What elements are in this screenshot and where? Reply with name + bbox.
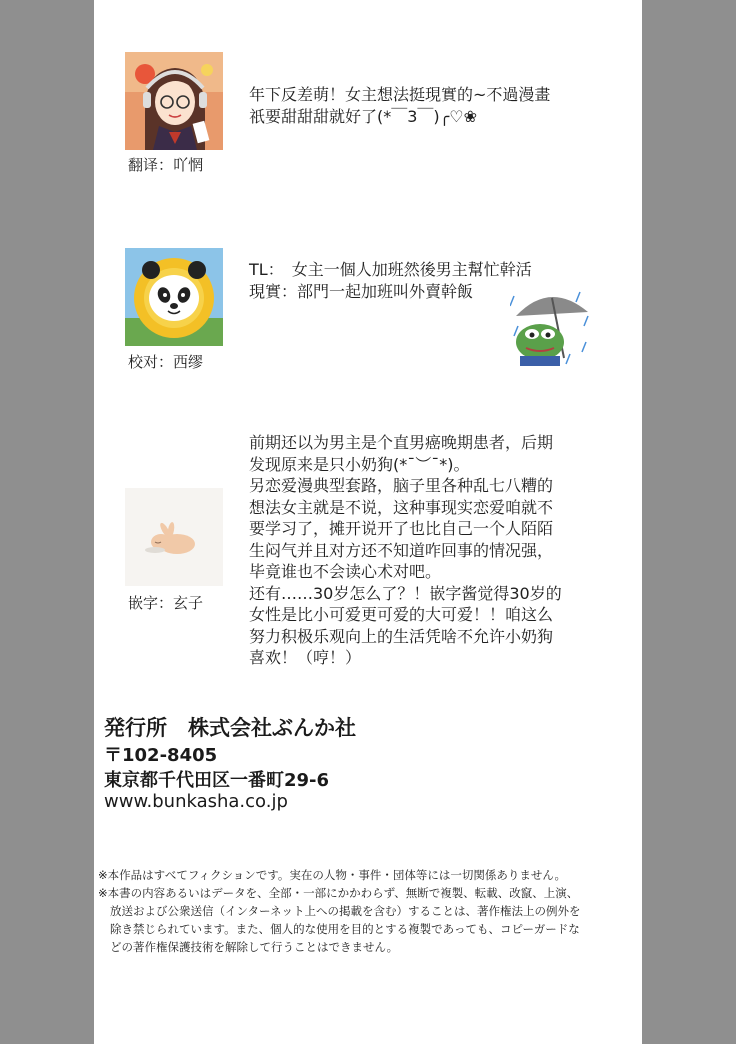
- credits-page: [94, 0, 642, 1044]
- translator-credit: 翻译：吖惘: [128, 156, 204, 174]
- publisher-postal-code: 〒102-8405: [104, 745, 218, 766]
- comment-line: 喜欢！（哼！）: [249, 648, 362, 667]
- typesetter-comment: [249, 432, 562, 669]
- sleeping-bunny-avatar: [125, 488, 223, 586]
- comment-line: TL： 女主一個人加班然後男主幫忙幹活: [249, 260, 532, 279]
- comment-line: 另恋爱漫典型套路，脑子里各种乱七八糟的: [249, 476, 554, 495]
- publisher-website-link[interactable]: www.bunkasha.co.jp: [104, 791, 288, 812]
- comment-line: 年下反差萌！女主想法挺現實的~不過漫畫: [249, 85, 551, 104]
- comment-line: 前期还以为男主是个直男癌晚期患者，后期: [249, 433, 554, 452]
- comment-line: 祇要甜甜甜就好了(*￣3￣)╭♡❀: [249, 106, 478, 126]
- publisher-address: 東京都千代田区一番町29-6: [104, 770, 330, 791]
- proofreader-credit: 校对：西缪: [128, 353, 204, 371]
- girl-with-headphones-avatar: [125, 52, 223, 150]
- frog-with-umbrella-sticker: [510, 286, 592, 366]
- comment-line: 想法女主就是不说，这种事现实恋爱咱就不: [249, 497, 554, 517]
- translator-comment: [249, 84, 550, 127]
- notice-line: ※本書の内容あるいはデータを、全部・一部にかかわらず、無断で複製、転載、改竄、上演、: [98, 886, 579, 900]
- proofreader-comment: [249, 259, 532, 302]
- typesetter-credit: 嵌字：玄子: [128, 594, 204, 612]
- legal-notice: [98, 866, 638, 956]
- comment-line: 女性是比小可爱更可爱的大可爱！！咱这么: [249, 605, 554, 624]
- comment-line: 現實：部門一起加班叫外賣幹飯: [249, 281, 474, 301]
- comment-line: 生闷气并且对方还不知道咋回事的情况强，: [249, 540, 554, 560]
- notice-line: ※本作品はすべてフィクションです。実在の人物・事件・団体等には一切関係ありません。: [98, 868, 567, 882]
- notice-line: 除き禁じられています。また、個人的な使用を目的とする複製であっても、コピーガードな: [110, 922, 580, 936]
- panda-sunflower-avatar: [125, 248, 223, 346]
- comment-line: 要学习了，摊开说开了也比自己一个人陌陌: [249, 519, 554, 538]
- notice-line: 放送および公衆送信（インターネット上への掲載を含む）することは、著作権法上の例外を: [110, 904, 581, 918]
- comment-line: 发现原来是只小奶狗(*¯︶¯*)。: [249, 454, 470, 474]
- comment-line: 毕竟谁也不会读心术对吧。: [249, 562, 442, 581]
- notice-line: どの著作権保護技術を解除して行うことはできません。: [110, 940, 399, 954]
- publisher-name: 発行所 株式会社ぶんか社: [104, 716, 356, 740]
- comment-line: 还有……30岁怎么了？！嵌字酱觉得30岁的: [249, 583, 562, 603]
- comment-line: 努力积极乐观向上的生活凭啥不允许小奶狗: [249, 626, 554, 646]
